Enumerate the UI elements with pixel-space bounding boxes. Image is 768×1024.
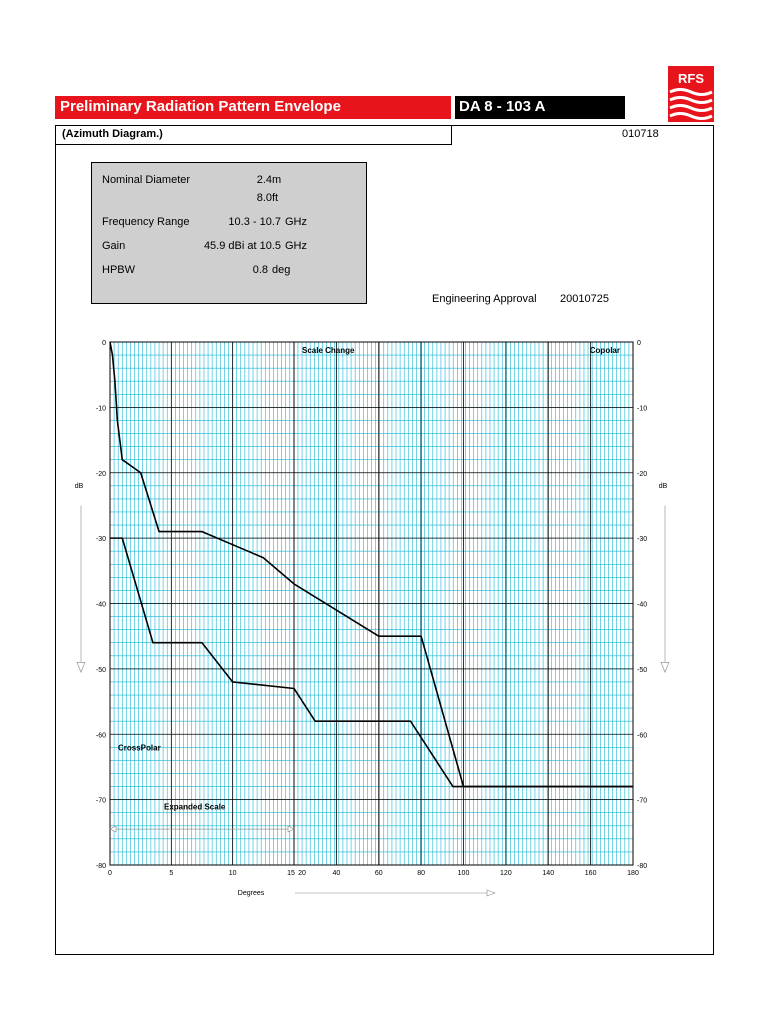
y-tick-label-right: -10 [637, 405, 648, 413]
spec-diameter-m: 2.4 [256, 174, 272, 186]
x-tick-label: 10 [228, 870, 237, 877]
x-tick-label: 20 [298, 870, 306, 877]
x-tick-label: 100 [457, 870, 470, 877]
model-number: DA 8 - 103 A [459, 98, 546, 115]
spec-gain-label: Gain [102, 240, 126, 252]
document-number: 010718 [622, 128, 659, 140]
spec-unit-deg: deg [272, 264, 291, 276]
x-tick-label: 160 [584, 870, 597, 877]
y-tick-label-left: -40 [95, 601, 106, 609]
y-tick-label-right: 0 [637, 340, 641, 347]
y-axis-label-left: dB [74, 482, 84, 490]
scale-change-annotation: Scale Change [302, 346, 355, 355]
y-tick-label-left: -50 [95, 666, 106, 674]
x-tick-label: 40 [332, 870, 341, 877]
spec-unit-m: m [272, 174, 282, 186]
y-tick-label-right: -30 [637, 536, 648, 544]
y-tick-label-left: -70 [95, 797, 106, 805]
x-tick-label: 140 [542, 870, 555, 877]
copolar-annotation: Copolar [589, 346, 620, 355]
approval-date: 20010725 [560, 293, 609, 305]
x-tick-label: 60 [374, 870, 383, 877]
y-axis-arrowhead-left [77, 662, 85, 672]
y-tick-label-right: -20 [637, 470, 648, 478]
y-tick-label-right: -70 [637, 797, 648, 805]
page-title: Preliminary Radiation Pattern Envelope [60, 98, 341, 115]
y-tick-label-left: 0 [102, 340, 106, 347]
y-tick-label-right: -40 [637, 601, 648, 609]
rfs-logo [668, 66, 714, 122]
x-tick-label: 80 [417, 870, 426, 877]
spec-diameter-ft: 8.0 [256, 192, 272, 204]
y-tick-label-right: -80 [637, 863, 648, 870]
spec-hpbw-value: 0.8 [252, 264, 268, 276]
spec-unit-gain: GHz [285, 240, 307, 252]
x-tick-label: 5 [169, 870, 174, 877]
crosspolar-annotation: CrossPolar [118, 743, 161, 753]
spec-unit-ft: ft [272, 192, 279, 204]
y-tick-label-left: -30 [95, 536, 106, 544]
x-tick-label: 180 [627, 870, 639, 877]
x-axis-arrowhead [487, 890, 495, 896]
y-axis-label-right: dB [658, 482, 668, 490]
y-tick-label-left: -10 [95, 405, 106, 413]
x-tick-label: 120 [500, 870, 512, 877]
svg-text:RFS: RFS [678, 71, 704, 86]
spec-diameter-label: Nominal Diameter [102, 174, 191, 186]
approval-label: Engineering Approval [432, 293, 537, 305]
y-axis-arrowhead-right [661, 662, 669, 672]
radiation-pattern-chart [55, 330, 714, 905]
expanded-scale-annotation: Expanded Scale [164, 802, 226, 812]
y-tick-label-left: -20 [95, 470, 106, 478]
x-tick-label: 15 [287, 870, 295, 877]
x-axis-label: Degrees [237, 890, 265, 897]
spec-frequency-label: Frequency Range [102, 216, 190, 228]
spec-gain-value: 45.9 dBi at 10.5 [203, 240, 281, 252]
spec-frequency-value: 10.3 - 10.7 [228, 216, 281, 228]
y-tick-label-right: -60 [637, 732, 648, 740]
spec-hpbw-label: HPBW [102, 264, 135, 276]
x-tick-label: 0 [108, 870, 112, 877]
y-tick-label-left: -60 [95, 732, 106, 740]
y-tick-label-left: -80 [95, 863, 106, 870]
y-tick-label-right: -50 [637, 666, 648, 674]
spec-unit-ghz: GHz [285, 216, 307, 228]
diagram-subtitle: (Azimuth Diagram.) [62, 128, 163, 140]
